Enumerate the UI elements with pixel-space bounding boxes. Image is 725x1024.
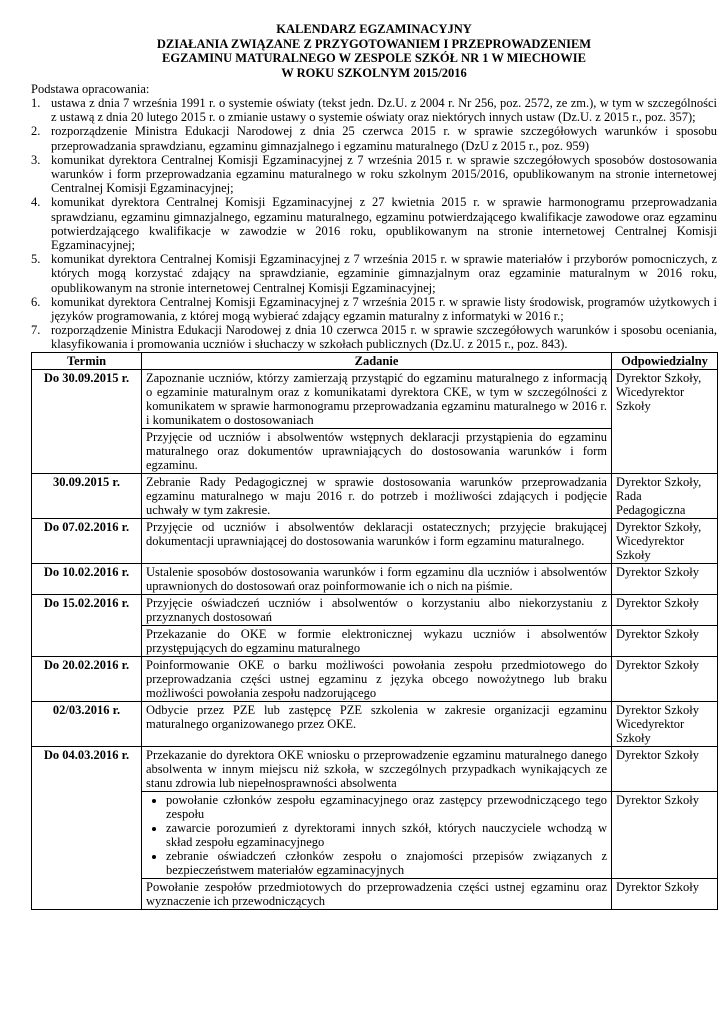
basis-item-text: komunikat dyrektora Centralnej Komisji Egzaminacyjnej z 7 września 2015 r. w sprawie listy środowisk, programów użytkowych i języków programowania, z której mogą wybierać zdający egzamin maturalny z informatyki w 2016 r.; — [51, 294, 717, 324]
table-row — [32, 701, 718, 746]
term-cell: Do 04.03.2016 r. — [32, 746, 142, 909]
column-header-task: Zadanie — [142, 352, 612, 369]
task-cell: Poinformowanie OKE o barku możliwości powołania zespołu przedmiotowego do przeprowadzania części ustnej egzaminu z języka obcego nowożytnego lub braku możliwości powołania zespołu nadzorującego — [142, 656, 612, 701]
term-cell: Do 20.02.2016 r. — [32, 656, 142, 701]
table-row — [32, 473, 718, 518]
task-cell: Przekazanie do OKE w formie elektronicznej wykazu uczniów i absolwentów przystępujących do egzaminu maturalnego — [142, 625, 612, 656]
document-page — [31, 22, 717, 910]
task-cell: Przyjęcie od uczniów i absolwentów deklaracji ostatecznych; przyjęcie brakującej dokumentacji uprawniającej do dostosowania warunków i form egzaminu maturalnego. — [142, 518, 612, 563]
basis-item — [31, 323, 717, 351]
basis-item-number: 1. — [31, 96, 41, 110]
basis-item-number: 2. — [31, 124, 41, 139]
list-item: • zawarcie porozumień z dyrektorami innych szkół, których nauczyciele wchodzą w skład zespołu egzaminacyjnego — [166, 821, 607, 849]
responsible-cell: Dyrektor Szkoły, Wicedyrektor Szkoły — [612, 518, 718, 563]
title-line-1: KALENDARZ EGZAMINACYJNY — [276, 22, 472, 36]
task-cell: Odbycie przez PZE lub zastępcę PZE szkolenia w zakresie organizacji egzaminu maturalnego organizowanego przez OKE. — [142, 701, 612, 746]
basis-item — [31, 153, 717, 196]
table-row — [32, 518, 718, 563]
basis-item — [31, 96, 717, 124]
basis-item — [31, 195, 717, 252]
term-cell: Do 15.02.2016 r. — [32, 594, 142, 656]
task-cell: Zapoznanie uczniów, którzy zamierzają przystąpić do egzaminu maturalnego z informacją o egzaminie maturalnym oraz z komunikatami dyrektora CKE, w tym w szczególności z komunikatem w sprawie harmonogramu przeprowadzania egzaminu maturalnego w 2016 r. i komunikatem o dostosowaniach — [142, 369, 612, 428]
basis-item-number: 3. — [31, 152, 41, 167]
task-cell-bullets — [142, 791, 612, 878]
basis-item-number: 4. — [31, 195, 41, 210]
term-cell: Do 07.02.2016 r. — [32, 518, 142, 563]
term-cell: Do 30.09.2015 r. — [32, 369, 142, 473]
responsible-cell: Dyrektor Szkoły — [612, 594, 718, 625]
column-header-responsible: Odpowiedzialny — [612, 352, 718, 369]
basis-item — [31, 124, 717, 152]
table-row — [32, 594, 718, 625]
responsible-cell: Dyrektor Szkoły — [612, 656, 718, 701]
schedule-table — [31, 352, 718, 910]
responsible-cell: Dyrektor Szkoły — [612, 791, 718, 878]
document-title — [31, 22, 717, 80]
basis-item-text: komunikat dyrektora Centralnej Komisji Egzaminacyjnej z 7 września 2015 r. w sprawie materiałów i przyborów pomocniczych, z których mogą korzystać zdający na sprawdzianie, egzaminie gimnazjalnym oraz egzaminie maturalnym w 2016 roku, opublikowanym na stronie internetowej Centralnej Komisji Egzaminacyjnej; — [51, 252, 717, 295]
list-item: • powołanie członków zespołu egzaminacyjnego oraz zastępcy przewodniczącego tego zespołu — [166, 793, 607, 821]
table-header-row — [32, 352, 718, 369]
basis-item-number: 7. — [31, 323, 41, 338]
responsible-cell: Dyrektor Szkoły — [612, 878, 718, 909]
list-item: • zebranie oświadczeń członków zespołu o znajomości przepisów związanych z bezpieczeństwem materiałów egzaminacyjnych — [166, 849, 607, 877]
task-cell: Przekazanie do dyrektora OKE wniosku o przeprowadzenie egzaminu maturalnego danego absolwenta w innym miejscu niż szkoła, w szczególnych przypadkach wynikających ze stanu zdrowia lub niepełnosprawności absolwenta — [142, 746, 612, 791]
basis-item-number: 6. — [31, 294, 41, 309]
title-line-4: W ROKU SZKOLNYM 2015/2016 — [281, 65, 467, 80]
table-row — [32, 656, 718, 701]
term-cell: Do 10.02.2016 r. — [32, 563, 142, 594]
table-row — [32, 369, 718, 428]
basis-item — [31, 295, 717, 323]
task-cell: Przyjęcie od uczniów i absolwentów wstępnych deklaracji przystąpienia do egzaminu maturalnego oraz dokumentów uprawniających do dostosowania warunków i form egzaminu. — [142, 428, 612, 473]
responsible-cell: Dyrektor Szkoły — [612, 625, 718, 656]
task-cell: Ustalenie sposobów dostosowania warunków i form egzaminu dla uczniów i absolwentów uprawnionych do dostosowań oraz poinformowanie ich o nich na piśmie. — [142, 563, 612, 594]
responsible-cell: Dyrektor Szkoły, Wicedyrektor Szkoły — [612, 369, 718, 473]
basis-item — [31, 252, 717, 295]
task-cell: Przyjęcie oświadczeń uczniów i absolwentów o korzystaniu albo niekorzystaniu z przyznanych dostosowań — [142, 594, 612, 625]
basis-item-text: ustawa z dnia 7 września 1991 r. o systemie oświaty (tekst jedn. Dz.U. z 2004 r. Nr 256, poz. 2572, ze zm.), w tym w szczególności z ustawą z dnia 20 lutego 2015 r. o zmianie ustawy o systemie oświaty oraz niektórych innych ustaw (Dz.U. z 2015 r., poz. 357); — [51, 96, 717, 125]
column-header-term: Termin — [32, 352, 142, 369]
table-row — [32, 563, 718, 594]
basis-item-text: rozporządzenie Ministra Edukacji Narodowej z dnia 25 czerwca 2015 r. w sprawie szczegółowych warunków i sposobu przeprowadzania sprawdzianu, egzaminu gimnazjalnego i egzaminu maturalnego (DzU z 2015 r., poz. 959) — [51, 124, 717, 153]
responsible-cell: Dyrektor Szkoły, Rada Pedagogiczna — [612, 473, 718, 518]
term-cell: 02/03.2016 r. — [32, 701, 142, 746]
responsible-cell: Dyrektor Szkoły Wicedyrektor Szkoły — [612, 701, 718, 746]
basis-item-text: rozporządzenie Ministra Edukacji Narodowej z dnia 10 czerwca 2015 r. w sprawie szczegółowych warunków i sposobu oceniania, klasyfikowania i promowania uczniów i słuchaczy w szkołach publicznych (Dz.U. z 2015 r., poz. 843). — [51, 323, 717, 352]
task-cell: Powołanie zespołów przedmiotowych do przeprowadzenia części ustnej egzaminu oraz wyznaczenie ich przewodniczących — [142, 878, 612, 909]
title-line-2: DZIAŁANIA ZWIĄZANE Z PRZYGOTOWANIEM I PRZEPROWADZENIEM — [156, 36, 592, 51]
term-cell: 30.09.2015 r. — [32, 473, 142, 518]
basis-item-text: komunikat dyrektora Centralnej Komisji Egzaminacyjnej z 27 kwietnia 2015 r. w sprawie harmonogramu przeprowadzania sprawdzianu, egzaminu gimnazjalnego, egzaminu maturalnego, egzaminu potwierdzającego kwalifikacje zawodowe oraz egzaminu potwierdzającego kwalifikacje w zawodzie w 2016 roku, opublikowanym na stronie internetowej Centralnej Komisji Egzaminacyjnej; — [51, 195, 717, 253]
basis-list — [31, 96, 717, 352]
responsible-cell: Dyrektor Szkoły — [612, 746, 718, 791]
basis-item-text: komunikat dyrektora Centralnej Komisji Egzaminacyjnej z 7 września 2015 r. w sprawie szczegółowych sposobów dostosowania warunków i form przeprowadzania egzaminu maturalnego w roku szkolnym 2015/2016, opublikowanym na stronie internetowej Centralnej Komisji Egzaminacyjnej; — [51, 152, 717, 196]
basis-label: Podstawa opracowania: — [31, 82, 150, 96]
table-row — [32, 746, 718, 791]
title-line-3: EGZAMINU MATURALNEGO W ZESPOLE SZKÓŁ NR 1 W MIECHOWIE — [162, 51, 586, 65]
responsible-cell: Dyrektor Szkoły — [612, 563, 718, 594]
task-cell: Zebranie Rady Pedagogicznej w sprawie dostosowania warunków przeprowadzania egzaminu maturalnego w maju 2016 r. do potrzeb i możliwości zdających i podjęcie uchwały w tym zakresie. — [142, 473, 612, 518]
task-bullet-list — [146, 793, 607, 877]
basis-item-number: 5. — [31, 252, 41, 267]
